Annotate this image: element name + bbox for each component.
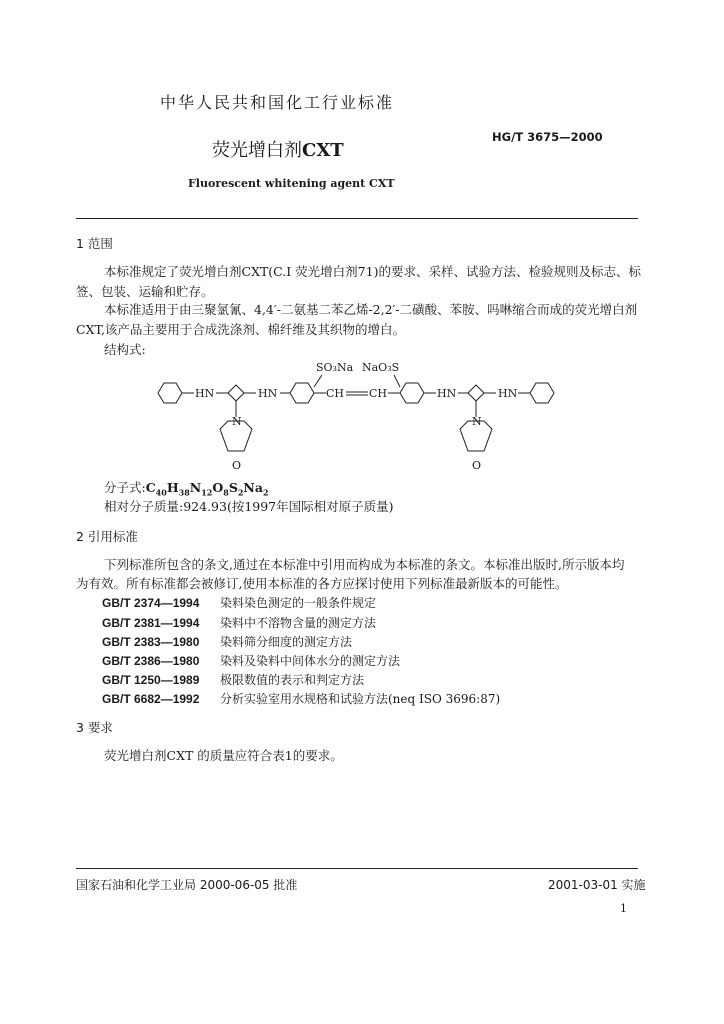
reference-title: 染料及染料中间体水分的测定方法	[220, 654, 401, 668]
hn-label-1: HN	[195, 387, 215, 400]
hn-label-2: HN	[258, 387, 278, 400]
naso3-label: NaO₃S	[362, 361, 400, 374]
s1-para2-line2: CXT,该产品主要用于合成洗涤剂、棉纤维及其织物的增白。	[76, 322, 405, 337]
ch-label-1: CH	[326, 387, 345, 400]
n-label-left: N	[232, 415, 242, 428]
s1-para1-line2: 签、包装、运输和贮存。	[76, 284, 214, 299]
reference-item	[102, 633, 352, 650]
triazine-ring-left	[228, 385, 244, 401]
formula-na: Na	[243, 480, 263, 495]
reference-item	[102, 671, 364, 688]
benzene-ring-left	[158, 383, 182, 403]
reference-code: GB/T 1250—1989	[102, 673, 200, 687]
reference-title: 染料筛分细度的测定方法	[220, 635, 353, 649]
formula-label: 分子式:	[104, 480, 146, 495]
reference-title: 染料中不溶物含量的测定方法	[220, 616, 377, 630]
section-2-heading: 2 引用标准	[76, 529, 138, 544]
benzene-ring-mid-left	[290, 383, 314, 403]
reference-title: 极限数值的表示和判定方法	[220, 673, 365, 687]
hn-label-3: HN	[437, 387, 457, 400]
formula-h-count: 38	[178, 487, 190, 498]
formula-o-count: 8	[223, 487, 229, 498]
o-label-left: O	[232, 459, 242, 472]
formula-h: H	[166, 480, 179, 495]
s1-para1-line1: 本标准规定了荧光增白剂CXT(C.I 荧光增白剂71)的要求、采样、试验方法、检验规则及标志、标	[104, 264, 641, 279]
title-cn-text: 荧光增白剂	[212, 140, 302, 161]
o-label-right: O	[472, 459, 482, 472]
reference-item	[102, 652, 400, 669]
reference-title: 分析实验室用水规格和试验方法(neq ISO 3696:87)	[220, 692, 501, 706]
reference-item	[102, 594, 376, 611]
s1-para2-line1: 本标准适用于由三聚氯氰、4,4′-二氨基二苯乙烯-2,2′-二磺酸、苯胺、吗啉缩合而成的荧光增白剂	[104, 302, 638, 317]
benzene-ring-right	[530, 383, 554, 403]
ch-label-2: CH	[369, 387, 388, 400]
approval-line: 国家石油和化学工业局 2000-06-05 批准	[76, 878, 298, 892]
s2-para-line2: 为有效。所有标准都会被修订,使用本标准的各方应探讨使用下列标准最新版本的可能性。	[76, 576, 568, 591]
molecular-mass: 相对分子质量:924.93(按1997年国际相对原子质量)	[104, 499, 394, 514]
structure-label: 结构式:	[104, 342, 146, 357]
implementation-date: 2001-03-01 实施	[548, 878, 646, 892]
reference-title: 染料染色测定的一般条件规定	[220, 596, 377, 610]
page-number: 1	[620, 902, 627, 915]
reference-code: GB/T 6682—1992	[102, 692, 200, 706]
reference-code: GB/T 2383—1980	[102, 635, 200, 649]
triazine-ring-right	[468, 385, 484, 401]
formula-s: S	[228, 480, 238, 495]
footer-rule	[76, 868, 638, 869]
title-en: Fluorescent whitening agent CXT	[188, 177, 395, 190]
org-line: 中华人民共和国化工行业标准	[160, 93, 395, 112]
section-1-heading: 1 范围	[76, 236, 113, 251]
formula-n: N	[189, 480, 202, 495]
header-rule	[76, 218, 638, 219]
formula-na-count: 2	[262, 487, 269, 498]
reference-item	[102, 690, 500, 707]
formula-c: C	[145, 480, 156, 495]
reference-code: GB/T 2381—1994	[102, 616, 200, 630]
formula-c-count: 40	[155, 487, 167, 498]
reference-code: GB/T 2386—1980	[102, 654, 200, 668]
section-3-heading: 3 要求	[76, 720, 113, 735]
title-cn	[212, 136, 344, 162]
doc-code: HG/T 3675—2000	[492, 130, 603, 144]
s3-para: 荧光增白剂CXT 的质量应符合表1的要求。	[104, 748, 343, 763]
reference-item	[102, 614, 376, 631]
title-cn-code: CXT	[302, 140, 344, 161]
formula-o: O	[212, 480, 224, 495]
formula-n-count: 12	[201, 487, 213, 498]
structural-formula	[150, 355, 570, 475]
s2-para-line1: 下列标准所包含的条文,通过在本标准中引用而构成为本标准的条文。本标准出版时,所示版本均	[104, 557, 625, 572]
benzene-ring-mid-right	[400, 383, 424, 403]
n-label-right: N	[472, 415, 482, 428]
reference-code: GB/T 2374—1994	[102, 596, 200, 610]
hn-label-4: HN	[498, 387, 518, 400]
formula-s-count: 2	[237, 487, 244, 498]
so3na-label: SO₃Na	[316, 361, 354, 374]
